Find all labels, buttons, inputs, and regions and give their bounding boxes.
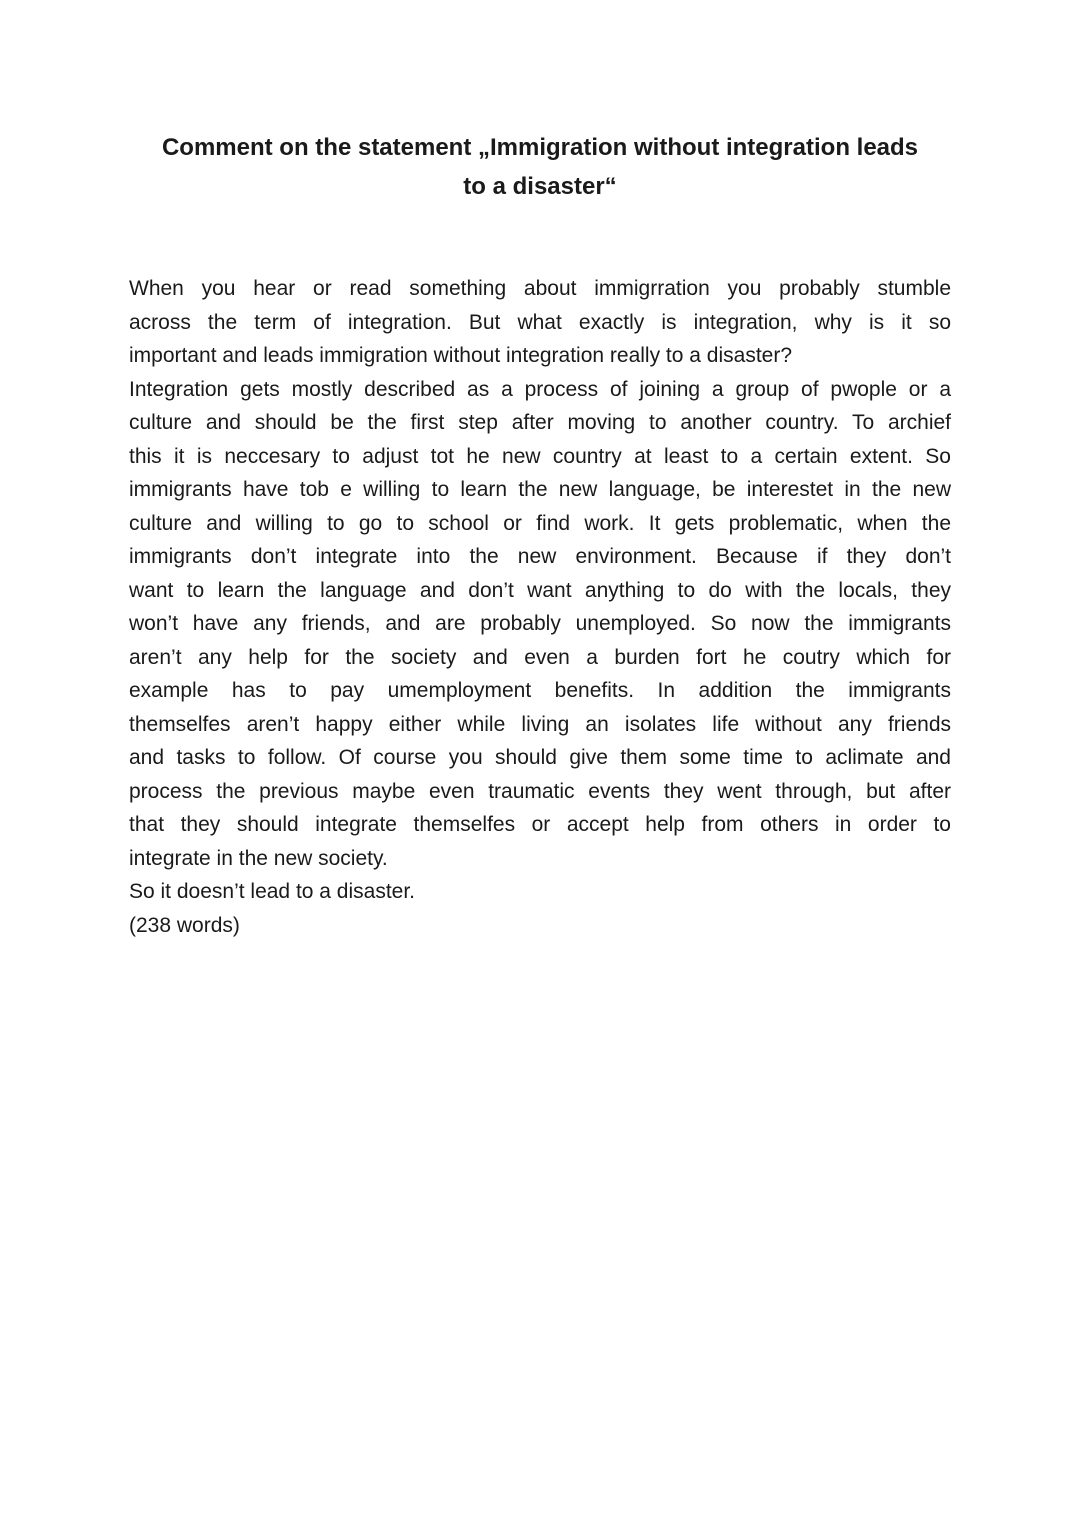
body-line: immigrants have tob e willing to learn the new language, be interestet in the new (129, 478, 951, 501)
body-line: culture and willing to go to school or find work. It gets problematic, when the (129, 511, 951, 535)
essay-body (129, 272, 951, 942)
body-line: process the previous maybe even traumatic events they went through, but after (129, 779, 951, 803)
body-line: want to learn the language and don’t want anything to do with the locals, they (129, 578, 951, 602)
body-line: immigrants don’t integrate into the new environment. Because if they don’t (129, 545, 951, 568)
body-line: integrate in the new society. (129, 846, 388, 870)
body-line: culture and should be the first step after moving to another country. To archief (129, 411, 951, 434)
body-line: aren’t any help for the society and even a burden fort he coutry which for (129, 645, 951, 669)
body-line: won’t have any friends, and are probably unemployed. So now the immigrants (129, 612, 951, 635)
title-line-2: to a disaster“ (463, 173, 617, 200)
body-line: and tasks to follow. Of course you should give them some time to aclimate and (129, 746, 951, 769)
body-line: So it doesn’t lead to a disaster. (129, 880, 416, 903)
document-title (125, 128, 955, 206)
body-line: When you hear or read something about immigrration you probably stumble (129, 277, 951, 300)
body-line: themselfes aren’t happy either while living an isolates life without any friends (129, 712, 951, 736)
body-line: important and leads immigration without integration really to a disaster? (129, 344, 793, 367)
body-line: example has to pay umemployment benefits. In addition the immigrants (129, 679, 951, 702)
title-line-1: Comment on the statement „Immigration without integration leads (161, 134, 919, 161)
body-line: across the term of integration. But what exactly is integration, why is it so (129, 310, 951, 334)
body-line: Integration gets mostly described as a process of joining a group of pwople or a (129, 377, 951, 401)
body-line: that they should integrate themselfes or accept help from others in order to (129, 813, 951, 836)
body-line: (238 words) (129, 913, 240, 937)
body-line: this it is neccesary to adjust tot he new country at least to a certain extent. So (129, 444, 951, 468)
